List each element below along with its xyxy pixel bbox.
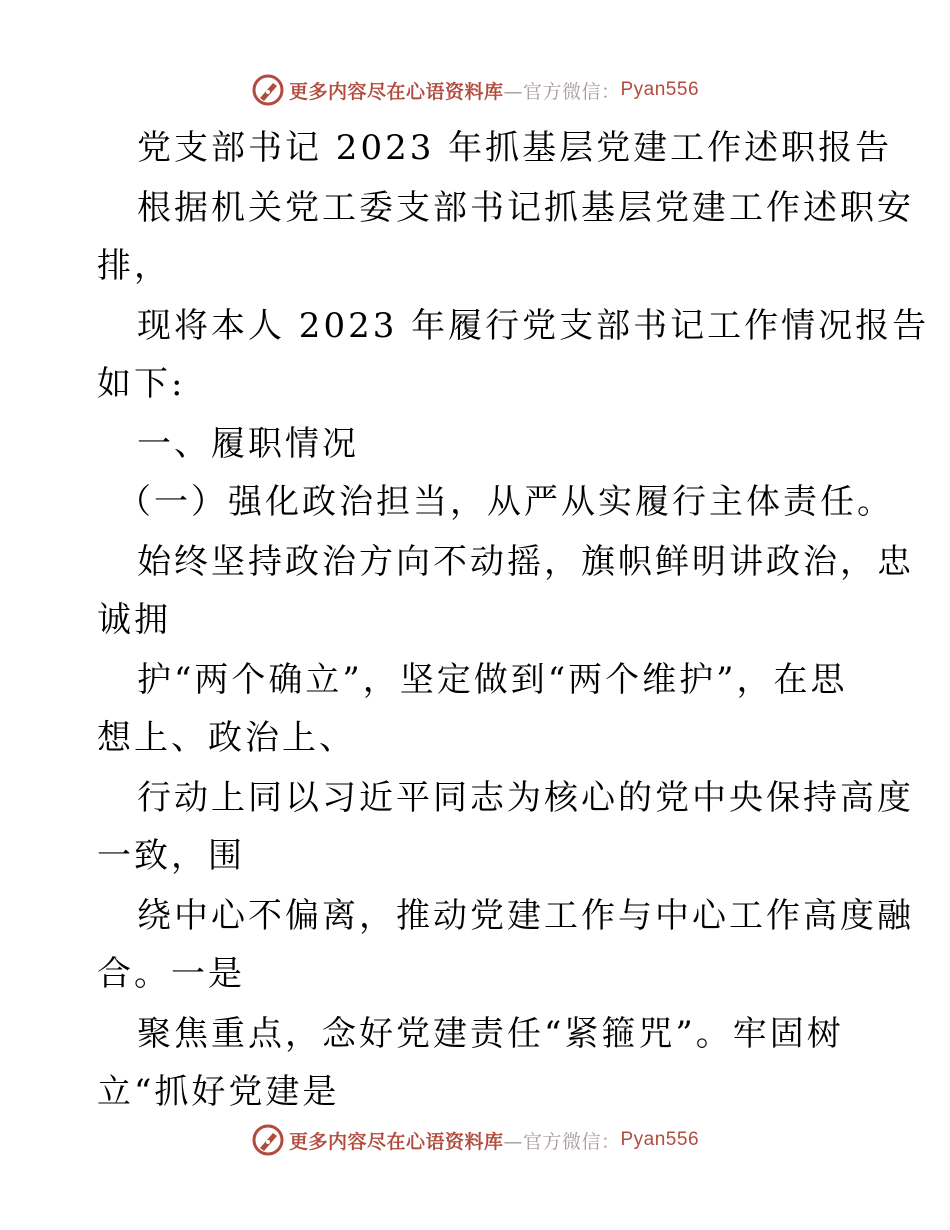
footer-watermark bbox=[0, 1122, 950, 1158]
paragraph-line: 排， bbox=[97, 246, 171, 286]
header-watermark bbox=[0, 72, 950, 108]
watermark-wechat-handle: Pyan556 bbox=[620, 1129, 700, 1150]
pen-nib-logo-icon bbox=[251, 73, 285, 107]
paragraph-line: 合。一是 bbox=[97, 954, 245, 994]
paragraph-line: 一致，围 bbox=[97, 836, 245, 876]
paragraph-line: 聚焦重点，念好党建责任“紧箍咒”。牢固树 bbox=[137, 1014, 844, 1054]
watermark-wechat-label: —官方微信： bbox=[503, 1130, 621, 1153]
paragraph-line: 如下: bbox=[97, 364, 186, 404]
pen-nib-logo-icon bbox=[251, 1123, 285, 1157]
paragraph-line: 绕中心不偏离，推动党建工作与中心工作高度融 bbox=[137, 896, 914, 936]
paragraph-line: 立“抓好党建是 bbox=[97, 1072, 340, 1112]
paragraph-line: 现将本人 2023 年履行党支部书记工作情况报告 bbox=[137, 306, 930, 346]
section-heading: 一、履职情况 bbox=[137, 424, 359, 464]
subsection-heading: （一）强化政治担当，从严从实履行主体责任。 bbox=[117, 482, 894, 522]
paragraph-line: 始终坚持政治方向不动摇，旗帜鲜明讲政治，忠 bbox=[137, 542, 914, 582]
paragraph-line: 诚拥 bbox=[97, 600, 171, 640]
watermark-site-name: 更多内容尽在心语资料库 bbox=[288, 1130, 504, 1153]
watermark-wechat-label: —官方微信： bbox=[503, 80, 621, 103]
document-title: 党支部书记 2023 年抓基层党建工作述职报告 bbox=[137, 128, 893, 168]
paragraph-line: 想上、政治上、 bbox=[97, 718, 356, 758]
watermark-wechat-handle: Pyan556 bbox=[620, 79, 700, 100]
paragraph-line: 行动上同以习近平同志为核心的党中央保持高度 bbox=[137, 778, 914, 818]
paragraph-line: 根据机关党工委支部书记抓基层党建工作述职安 bbox=[137, 188, 914, 228]
paragraph-line: 护“两个确立”，坚定做到“两个维护”，在思 bbox=[137, 660, 848, 700]
watermark-site-name: 更多内容尽在心语资料库 bbox=[288, 80, 504, 103]
